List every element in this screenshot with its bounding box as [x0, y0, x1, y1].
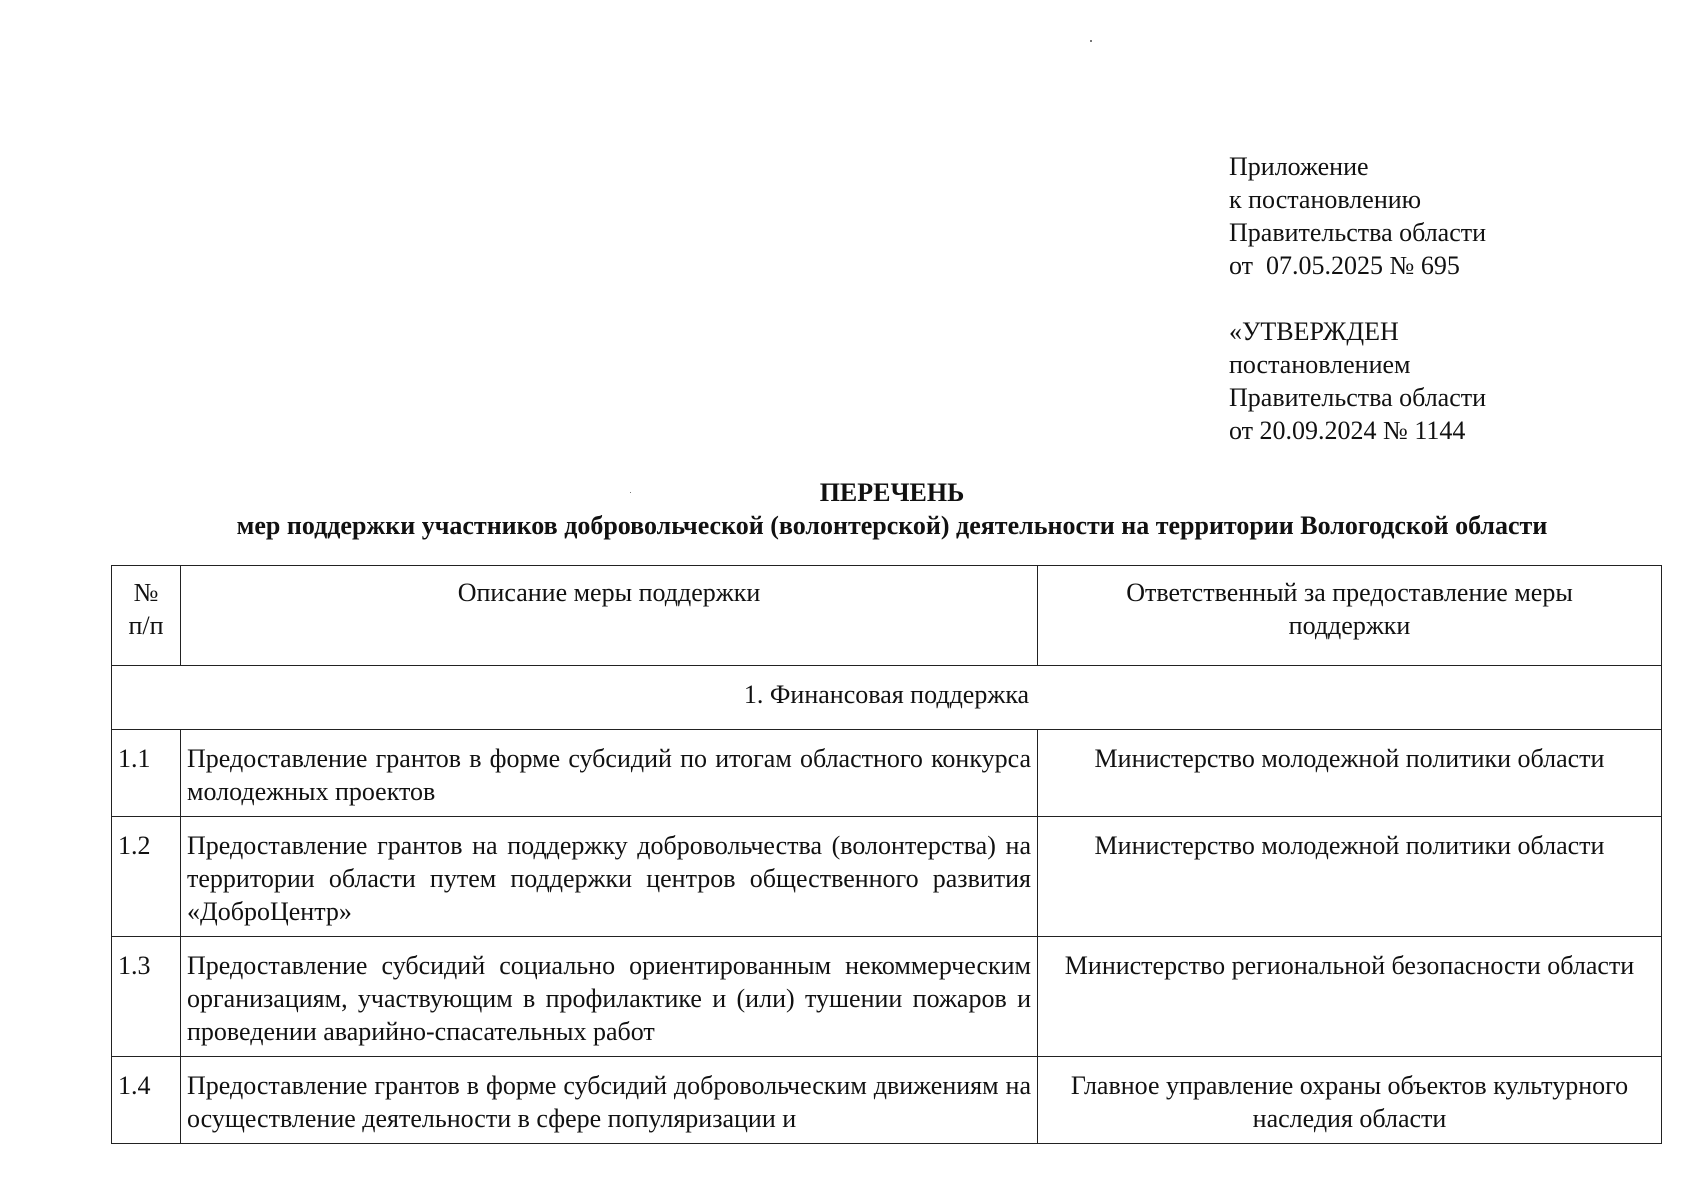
appendix-line-4: от 07.05.2025 № 695 [1229, 251, 1460, 280]
approved-line-4: от 20.09.2024 № 1144 [1229, 416, 1466, 445]
row-responsible: Министерство молодежной политики области [1038, 817, 1662, 937]
appendix-gap [1229, 282, 1486, 315]
title-subtitle: мер поддержки участников добровольческой (волонтерской) деятельности на территории Вологодской области [236, 511, 1548, 540]
row-responsible: Министерство региональной безопасности области [1038, 937, 1662, 1057]
row-description: Предоставление грантов в форме субсидий добровольческим движениям на осуществление деятельности в сфере популяризации и [181, 1057, 1038, 1144]
row-responsible: Главное управление охраны объектов культурного наследия области [1038, 1057, 1662, 1144]
table-row [112, 1057, 1662, 1144]
row-description: Предоставление субсидий социально ориентированным некоммерческим организациям, участвующим в профилактике и (или) тушении пожаров и проведении аварийно-спасательных работ [181, 937, 1038, 1057]
appendix-line-1: Приложение [1229, 152, 1369, 181]
appendix-line-2: к постановлению [1229, 185, 1422, 214]
row-number: 1.3 [112, 937, 181, 1057]
scan-speck [630, 492, 631, 493]
row-number: 1.1 [112, 730, 181, 817]
table-row [112, 817, 1662, 937]
section-row [112, 666, 1662, 730]
section-title: 1. Финансовая поддержка [112, 666, 1662, 730]
row-description: Предоставление грантов в форме субсидий по итогам областного конкурса молодежных проектов [181, 730, 1038, 817]
header-number-line-2: п/п [128, 611, 164, 640]
header-responsible: Ответственный за предоставление меры поддержки [1038, 566, 1662, 666]
appendix-block [1229, 150, 1486, 447]
approved-line-3: Правительства области [1229, 383, 1487, 412]
row-number: 1.4 [112, 1057, 181, 1144]
header-description: Описание меры поддержки [181, 566, 1038, 666]
measures-table [111, 565, 1662, 1144]
appendix-line-3: Правительства области [1229, 218, 1487, 247]
table-row [112, 730, 1662, 817]
approved-line-1: «УТВЕРЖДЕН [1229, 317, 1399, 346]
header-number-line-1: № [133, 578, 159, 607]
row-responsible: Министерство молодежной политики области [1038, 730, 1662, 817]
scan-speck [1090, 40, 1092, 42]
approved-line-2: постановлением [1229, 350, 1411, 379]
document-title [0, 476, 1694, 542]
row-number: 1.2 [112, 817, 181, 937]
header-number [112, 566, 181, 666]
title-main: ПЕРЕЧЕНЬ [819, 478, 965, 507]
table-row [112, 937, 1662, 1057]
table-header-row [112, 566, 1662, 666]
row-description: Предоставление грантов на поддержку добровольчества (волонтерства) на территории области путем поддержки центров общественного развития «ДоброЦентр» [181, 817, 1038, 937]
